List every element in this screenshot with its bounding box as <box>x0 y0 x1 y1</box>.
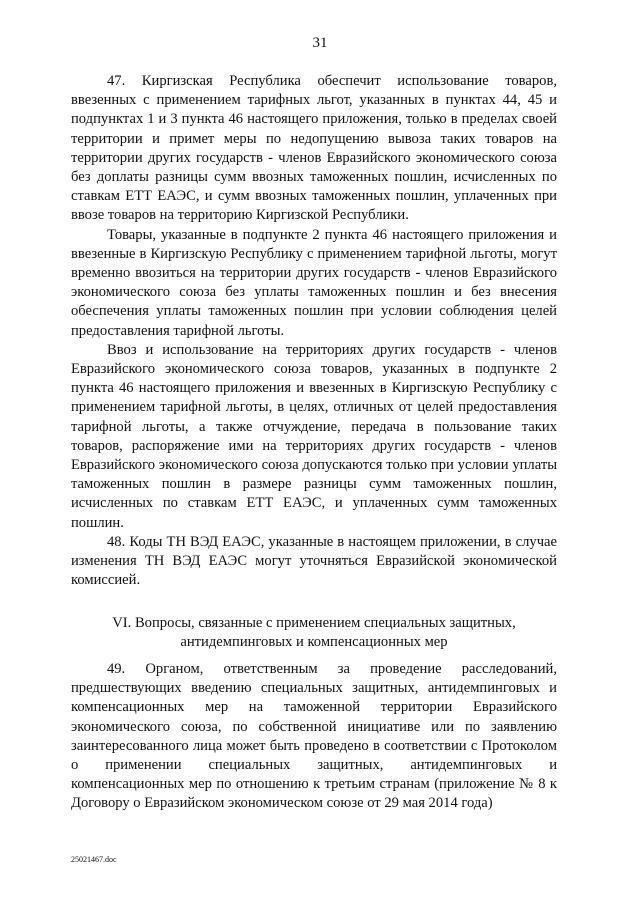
paragraph-47: 47. Киргизская Республика обеспечит использование товаров, ввезенных с применением тарифных льгот, указанных в пунктах 44, 45 и подпунктах 1 и 3 пункта 46 настоящего приложения, только в пределах своей территории и примет меры по недопущению вывоза таких товаров на территории других государств - членов Евразийского экономического союза без доплаты разницы сумм ввозных таможенных пошлин, исчисленных по ставкам ЕТТ ЕАЭС, и сумм ввозных таможенных пошлин, уплаченных при ввозе товаров на территорию Киргизской Республики. <box>71 73 557 224</box>
section-heading-line-1: VI. Вопросы, связанные с применением специальных защитных, <box>112 615 516 631</box>
footer-document-name: 25021467.doc <box>71 855 117 864</box>
paragraph-goods-use-conditions: Ввоз и использование на территориях других государств - членов Евразийского экономического союза товаров, указанных в подпункте 2 пункта 46 настоящего приложения и ввезенных в Киргизскую Республику с применением тарифной льготы, в целях, отличных от целей предоставления тарифной льготы, а также отчуждение, передача в пользование таких товаров, распоряжение ими на территориях других государств - членов Евразийского экономического союза допускаются только при условии уплаты таможенных пошлин в размере разницы сумм таможенных пошлин, исчисленных по ставкам ЕТТ ЕАЭС, и уплаченных сумм таможенных пошлин. <box>71 341 557 531</box>
section-heading-line-2: антидемпинговых и компенсационных мер <box>180 634 448 651</box>
paragraph-goods-temporary-import: Товары, указанные в подпункте 2 пункта 46 настоящего приложения и ввезенные в Киргизскую Республику с применением тарифной льготы, могут временно ввозиться на территории других государств - членов Евразийского экономического союза без уплаты таможенных пошлин и без внесения обеспечения уплаты таможенных пошлин при условии соблюдения целей предоставления тарифной льготы. <box>71 226 557 339</box>
body-text-bottom <box>71 660 557 814</box>
paragraph-48: 48. Коды ТН ВЭД ЕАЭС, указанные в настоящем приложении, в случае изменения ТН ВЭД ЕАЭС могут уточняться Евразийской экономической комиссией. <box>71 533 557 589</box>
paragraph-49: 49. Органом, ответственным за проведение расследований, предшествующих введению специальных защитных, антидемпинговых и компенсационных мер на таможенной территории Евразийского экономического союза, по собственной инициативе или по заявлению заинтересованного лица может быть проведено в соответствии с Протоколом о применении специальных защитных, антидемпинговых и компенсационных мер по отношению к третьим странам (приложение № 8 к Договору о Евразийском экономическом союзе от 29 мая 2014 года) <box>71 661 557 812</box>
body-text-top <box>71 72 557 590</box>
section-heading <box>71 614 557 652</box>
page-number: 31 <box>312 35 328 51</box>
